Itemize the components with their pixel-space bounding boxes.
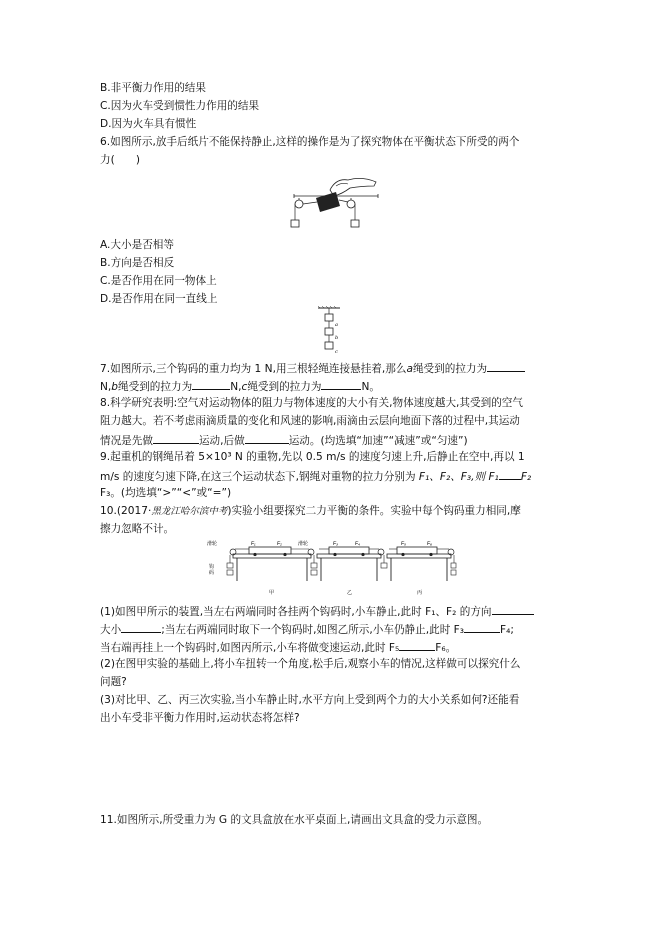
q7-l2-text2: 绳受到的拉力为: [247, 381, 322, 393]
q10-year: 10.(2017·: [100, 505, 152, 517]
q7-line2: [100, 378, 380, 394]
q8-l3-text1: 情况是先做: [100, 435, 153, 447]
q7-blank-a[interactable]: [487, 360, 525, 372]
q10-s3-line2: 出小车受非平衡力作用时,运动状态将怎样?: [100, 712, 300, 724]
fig-hook-label-2: 码: [209, 570, 215, 576]
q10-s1-f4: F₄;: [500, 624, 514, 636]
q9-l2-forces: F₁、F₂、F₃,则 F₁: [418, 471, 499, 483]
q10-s1-line3: [100, 639, 456, 655]
q10-blank-f5f6[interactable]: [399, 639, 435, 651]
q10-s1-f6: F₆。: [435, 642, 457, 654]
fig-hook-label-1: 钩: [209, 564, 215, 570]
q11-text: 11.如图所示,所受重力为 G 的文具盒放在水平桌面上,请画出文具盒的受力示意图。: [100, 814, 489, 826]
q7-label-a: a: [335, 322, 338, 328]
q8-line2: 阻力越大。若不考虑雨滴质量的变化和风速的影响,雨滴由云层向地面下落的过程中,其运动: [100, 415, 520, 427]
q8-blank-2[interactable]: [245, 432, 289, 444]
q10-line2: 擦力忽略不计。: [100, 523, 175, 535]
q7-hanging-weights-figure: [314, 306, 344, 356]
q6-option-a: A.大小是否相等: [100, 239, 174, 251]
q7-label-c: c: [335, 349, 338, 355]
q6-card-pulley-figure: [290, 172, 382, 230]
q10-s1-line2: [100, 621, 514, 637]
fig-f1-label: F₁: [251, 541, 256, 547]
q7-line1: [100, 360, 525, 376]
q5-option-d: D.因为火车具有惯性: [100, 118, 197, 130]
q8-blank-1[interactable]: [153, 432, 199, 444]
q7-var-b: b: [111, 381, 119, 393]
fig-f6-label: F₆: [427, 541, 433, 547]
q10-blank-f3f4[interactable]: [464, 621, 500, 633]
q6-stem-line2: 力( ): [100, 154, 141, 166]
q7-l2-unit1: N,: [100, 381, 112, 393]
panel-yi: [317, 541, 387, 596]
q7-l2-unit3: N。: [361, 381, 380, 393]
panel-bing: [387, 541, 456, 596]
q10-blank-size[interactable]: [121, 621, 161, 633]
q10-s1-text4: 当右端再挂上一个钩码时,如图丙所示,小车将做变速运动,此时 F₅: [100, 642, 400, 654]
fig-f3-label: F₃: [333, 541, 339, 547]
q10-s1-text2: 大小: [100, 624, 122, 636]
q6-option-d: D.是否作用在同一直线上: [100, 293, 218, 305]
fig-f4-label: F₄: [355, 541, 361, 547]
q10-s3-line1: (3)对比甲、乙、丙三次实验,当小车静止时,水平方向上受到两个力的大小关系如何?还能看: [100, 694, 520, 706]
q6-option-b: B.方向是否相反: [100, 257, 175, 269]
q7-blank-b[interactable]: [192, 378, 230, 390]
fig-pulley-right-label: 滑轮: [298, 541, 309, 547]
q6-option-c: C.是否作用在同一物体上: [100, 275, 217, 287]
fig-label-jia: 甲: [269, 590, 275, 596]
q10-blank-direction[interactable]: [492, 603, 534, 615]
q10-source: 黑龙江哈尔滨中考: [151, 506, 228, 517]
q9-l2-f2: F₂: [520, 471, 532, 483]
q7-l2-text1: 绳受到的拉力为: [118, 381, 193, 393]
q10-s1-line1: [100, 603, 534, 619]
q10-s1-text3: ;当左右两端同时取下一个钩码时,如图乙所示,小车仍静止,此时 F₃: [161, 624, 465, 636]
q5-option-c: C.因为火车受到惯性力作用的结果: [100, 100, 260, 112]
q9-blank-1[interactable]: [499, 468, 521, 480]
q7-var-a: a: [406, 363, 413, 375]
q7-label-b: b: [335, 335, 339, 341]
q6-stem-line1: 6.如图所示,放手后纸片不能保持静止,这样的操作是为了探究物体在平衡状态下所受的两个: [100, 136, 520, 148]
q5-option-b: B.非平衡力作用的结果: [100, 82, 206, 94]
fig-label-bing: 丙: [417, 590, 423, 596]
q10-experiment-figure: [205, 537, 457, 603]
q7-l1-text: 7.如图所示,三个钩码的重力均为 1 N,用三根轻绳连接悬挂着,那么: [100, 363, 407, 375]
q8-l3-text2: 运动,后做: [198, 435, 245, 447]
q10-s2-line1: (2)在图甲实验的基础上,将小车扭转一个角度,松手后,观察小车的情况,这样做可以探究什么: [100, 658, 521, 670]
q10-line1: [100, 504, 521, 519]
q9-line3: F₃。(均选填“>”“<”或“=”): [100, 487, 232, 499]
q10-s2-line2: 问题?: [100, 676, 127, 688]
q10-l1-text: )实验小组要探究二力平衡的条件。实验中每个钩码重力相同,摩: [227, 505, 521, 517]
q9-line1: 9.起重机的钢绳吊着 5×10³ N 的重物,先以 0.5 m/s 的速度匀速上升,后静止在空中,再以 1: [100, 451, 525, 463]
fig-f5-label: F₅: [401, 541, 407, 547]
fig-f2-label: F₂: [277, 541, 282, 547]
q7-l2-unit2: N,: [230, 381, 242, 393]
q7-blank-c[interactable]: [321, 378, 361, 390]
q8-line3: [100, 432, 468, 448]
fig-label-yi: 乙: [347, 590, 353, 596]
q8-l3-text3: 运动。(均选填“加速”“减速”或“匀速”): [288, 435, 468, 447]
q8-line1: 8.科学研究表明:空气对运动物体的阻力与物体速度的大小有关,物体速度越大,其受到的空气: [100, 397, 523, 409]
q10-s1-text1: (1)如图甲所示的装置,当左右两端同时各挂两个钩码时,小车静止,此时 F₁、F₂ 的方向: [100, 606, 492, 618]
q9-line2: [100, 468, 531, 484]
fig-pulley-left-label: 滑轮: [207, 541, 218, 547]
q7-l1-text2: 绳受到的拉力为: [412, 363, 488, 375]
panel-jia: [207, 540, 317, 596]
q7-var-c: c: [241, 381, 248, 393]
q9-l2-text1: m/s 的速度匀速下降,在这三个运动状态下,钢绳对重物的拉力分别为: [100, 471, 416, 483]
